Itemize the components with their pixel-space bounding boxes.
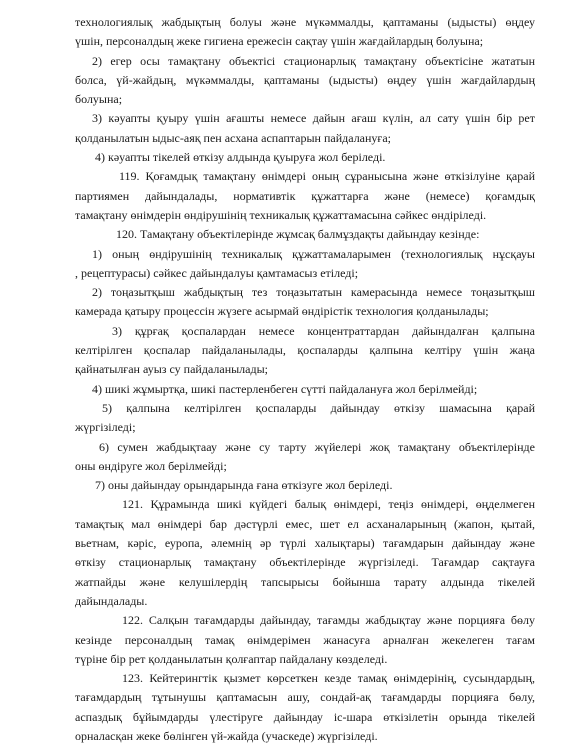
text-line: тамақтану өнімдерін өндірушінің техникалық құжаттамасына сәйкес өндіріледі.: [75, 207, 487, 222]
text-line: тағамдардың тұтынушы қаптамасын ашу, сондай-ақ тағамдарды порцияға бөлу,: [75, 690, 535, 705]
text-line: 119. Қоғамдық тамақтану өнімдері оның сұранысына және өткізілуіне қарай: [119, 169, 535, 184]
text-line: кезінде персоналдың тамақ өнімдерімен жанасуға арналған жекелеген тағам: [75, 632, 535, 647]
text-line: 3) құрғақ қоспалардан немесе концентраттардан дайындалған қалпына: [112, 323, 535, 338]
text-line: қайнатылған ауыз су пайдаланылады;: [75, 362, 268, 377]
text-line: 1) оның өндірушінің техникалық құжаттамаларымен (технологиялық нұсқауы: [92, 246, 535, 261]
text-line: 5) қалпына келтірілген қоспаларды дайындау өткізу шамасына қарай: [102, 400, 535, 415]
text-line: партиямен дайындалады, нормативтік құжаттарға және (немесе) қоғамдық: [75, 188, 535, 203]
text-line: 2) тоңазытқыш жабдықтың тез тоңазытатын камерасында немесе тоңазытқыш: [92, 285, 535, 300]
text-line: үшін, персоналдың жеке гигиена ережесін сақтау үшін жағдайлардың болуына;: [75, 34, 484, 49]
text-line: оны өндіруге жол берілмейді;: [75, 458, 227, 473]
text-line: 6) сумен жабдықтаау және су тарту жүйелері жоқ тамақтану объектілерінде: [99, 439, 535, 454]
text-line: өткізу стационарлық тамақтану объектілерінде жүргізіледі. Тағамдар сақтауға: [75, 555, 535, 570]
text-line: болса, үй-жайдың, мүкәммалды, қаптаманы (ыдысты) өңдеу үшін жағдайлардың: [75, 72, 535, 87]
text-line: тамақтық мал өнімдері бар дәстүрлі емес, шет ел асханаларының (жапон, қытай,: [75, 516, 535, 531]
text-line: түріне бір рет қолданылатын қолғаптар пайдалану көзделеді.: [75, 651, 388, 666]
text-line: 7) оны дайындау орындарында ғана өткізуге жол беріледі.: [95, 478, 393, 493]
text-line: келтірілген қоспалар пайдаланылады, қоспаларды қалпына келтіру үшін жаңа: [75, 343, 535, 358]
text-line: 3) кәуапты қуыру үшін ағашты немесе дайын ағаш күлін, ал сату үшін бір рет: [92, 111, 535, 126]
text-line: 120. Тамақтану объектілерінде жұмсақ балмұздақты дайындау кезінде:: [116, 227, 480, 242]
text-line: 123. Кейтерингтік қызмет көрсеткен кезде тамақ өнімдерінің, сусындардың,: [122, 671, 535, 686]
text-line: камерада қатыру процессін жүзеге асырмай өндірістік технология қолданылады;: [75, 304, 489, 319]
text-line: қолданылатын ыдыс-аяқ пен асхана аспаптарын пайдалануға;: [75, 130, 392, 145]
text-line: , рецептурасы) сәйкес дайындалуы қамтамасыз етіледі;: [75, 265, 359, 280]
text-line: болуына;: [75, 92, 123, 107]
text-line: 4) кәуапты тікелей өткізу алдында қуыруға жол беріледі.: [95, 150, 386, 165]
text-line: 4) шикі жұмыртқа, шикі пастерленбеген сүтті пайдалануға жол берілмейді;: [92, 381, 478, 396]
text-line: дайындалады.: [75, 593, 148, 608]
text-line: жүргізіледі;: [75, 420, 136, 435]
text-line: орналасқан жеке бөлінген үй-жайда (учаскеде) жүргізіледі.: [75, 728, 378, 743]
text-line: жатпайды және келушілердің тапсырысы бойынша тарату алдында тікелей: [75, 574, 535, 589]
text-line: аспаздық бұйымдарды үлестіруге дайындау іс-шара өткізілетін орында тікелей: [75, 709, 535, 724]
text-line: 2) егер осы тамақтану объектісі стационарлық тамақтану объектісіне жататын: [92, 53, 535, 68]
text-line: вьетнам, кәріс, еуропа, әлемнің әр түрлі халықтары) тағамдарын дайындау және: [75, 536, 535, 551]
text-line: 122. Салқын тағамдарды дайындау, тағамды жабдықтау және порцияға бөлу: [122, 613, 535, 628]
text-line: технологиялық жабдықтың болуы және мүкәммалды, қаптаманы (ыдысты) өңдеу: [75, 15, 535, 29]
text-line: 121. Құрамында шикі күйдегі балық өнімдері, теңіз өнімдері, өңделмеген: [122, 497, 535, 512]
